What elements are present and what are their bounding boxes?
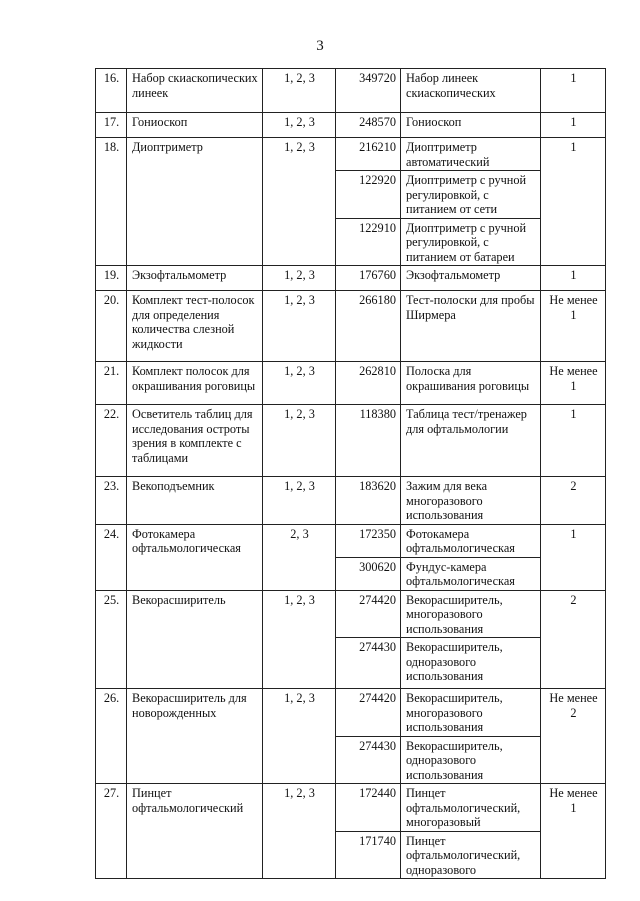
- item-name: Комплект полосок для окрашивания роговицы: [127, 362, 263, 405]
- table-row: [96, 291, 606, 362]
- item-name: Осветитель таблиц для исследования остроты зрения в комплекте с таблицами: [127, 405, 263, 477]
- row-number: 24.: [96, 524, 127, 590]
- nomenclature-name: Диоптриметр с ручной регулировкой, с питанием от сети: [401, 171, 541, 219]
- row-number: 25.: [96, 590, 127, 689]
- nomenclature-code: 183620: [336, 477, 401, 525]
- nomenclature-code: 172440: [336, 784, 401, 832]
- nomenclature-name: Векорасширитель, одноразового использования: [401, 736, 541, 784]
- nomenclature-code: 349720: [336, 69, 401, 113]
- nomenclature-name: Зажим для века многоразового использования: [401, 477, 541, 525]
- category-levels: 1, 2, 3: [263, 405, 336, 477]
- table-row: [96, 69, 606, 113]
- table-row: [96, 113, 606, 138]
- nomenclature-code: 274430: [336, 736, 401, 784]
- nomenclature-name: Векорасширитель, многоразового использования: [401, 689, 541, 737]
- category-levels: 1, 2, 3: [263, 590, 336, 689]
- nomenclature-code: 118380: [336, 405, 401, 477]
- row-number: 18.: [96, 138, 127, 266]
- item-name: Векорасширитель: [127, 590, 263, 689]
- required-quantity: Не менее 1: [541, 362, 606, 405]
- row-number: 23.: [96, 477, 127, 525]
- item-name: Комплект тест-полосок для определения количества слезной жидкости: [127, 291, 263, 362]
- nomenclature-name: Гониоскоп: [401, 113, 541, 138]
- row-number: 17.: [96, 113, 127, 138]
- row-number: 26.: [96, 689, 127, 784]
- table-row: [96, 784, 606, 832]
- row-number: 16.: [96, 69, 127, 113]
- category-levels: 1, 2, 3: [263, 477, 336, 525]
- item-name: Экзофтальмометр: [127, 266, 263, 291]
- nomenclature-code: 171740: [336, 831, 401, 879]
- row-number: 22.: [96, 405, 127, 477]
- nomenclature-code: 216210: [336, 138, 401, 171]
- nomenclature-name: Диоптриметр с ручной регулировкой, с питанием от батареи: [401, 218, 541, 266]
- category-levels: 1, 2, 3: [263, 291, 336, 362]
- nomenclature-name: Набор линеек скиаскопических: [401, 69, 541, 113]
- table-row: [96, 362, 606, 405]
- required-quantity: 2: [541, 590, 606, 689]
- nomenclature-name: Тест-полоски для пробы Ширмера: [401, 291, 541, 362]
- table-row: [96, 477, 606, 525]
- nomenclature-name: Экзофтальмометр: [401, 266, 541, 291]
- category-levels: 1, 2, 3: [263, 362, 336, 405]
- required-quantity: 1: [541, 69, 606, 113]
- item-name: Пинцет офтальмологический: [127, 784, 263, 879]
- required-quantity: 1: [541, 138, 606, 266]
- table-row: [96, 590, 606, 638]
- item-name: Набор скиаскопических линеек: [127, 69, 263, 113]
- nomenclature-name: Векорасширитель, одноразового использования: [401, 638, 541, 689]
- required-quantity: 1: [541, 524, 606, 590]
- category-levels: 1, 2, 3: [263, 113, 336, 138]
- item-name: Диоптриметр: [127, 138, 263, 266]
- nomenclature-name: Фундус-камера офтальмологическая: [401, 557, 541, 590]
- category-levels: 1, 2, 3: [263, 266, 336, 291]
- required-quantity: 2: [541, 477, 606, 525]
- required-quantity: 1: [541, 113, 606, 138]
- nomenclature-code: 262810: [336, 362, 401, 405]
- category-levels: 1, 2, 3: [263, 69, 336, 113]
- row-number: 27.: [96, 784, 127, 879]
- row-number: 19.: [96, 266, 127, 291]
- table-row: [96, 689, 606, 737]
- nomenclature-code: 172350: [336, 524, 401, 557]
- table-row: [96, 138, 606, 171]
- nomenclature-code: 274420: [336, 689, 401, 737]
- item-name: Гониоскоп: [127, 113, 263, 138]
- table-row: [96, 524, 606, 557]
- required-quantity: Не менее 2: [541, 689, 606, 784]
- item-name: Векоподъемник: [127, 477, 263, 525]
- nomenclature-code: 122920: [336, 171, 401, 219]
- required-quantity: Не менее 1: [541, 784, 606, 879]
- nomenclature-name: Пинцет офтальмологический, многоразовый: [401, 784, 541, 832]
- page-number: 3: [316, 38, 324, 54]
- nomenclature-code: 122910: [336, 218, 401, 266]
- nomenclature-code: 266180: [336, 291, 401, 362]
- category-levels: 1, 2, 3: [263, 138, 336, 266]
- nomenclature-code: 176760: [336, 266, 401, 291]
- nomenclature-name: Пинцет офтальмологический, одноразового: [401, 831, 541, 879]
- row-number: 21.: [96, 362, 127, 405]
- required-quantity: 1: [541, 266, 606, 291]
- category-levels: 1, 2, 3: [263, 784, 336, 879]
- required-quantity: 1: [541, 405, 606, 477]
- nomenclature-name: Таблица тест/тренажер для офтальмологии: [401, 405, 541, 477]
- category-levels: 2, 3: [263, 524, 336, 590]
- item-name: Фотокамера офтальмологическая: [127, 524, 263, 590]
- row-number: 20.: [96, 291, 127, 362]
- nomenclature-name: Векорасширитель, многоразового использования: [401, 590, 541, 638]
- nomenclature-code: 248570: [336, 113, 401, 138]
- required-quantity: Не менее 1: [541, 291, 606, 362]
- nomenclature-code: 274420: [336, 590, 401, 638]
- category-levels: 1, 2, 3: [263, 689, 336, 784]
- nomenclature-name: Фотокамера офтальмологическая: [401, 524, 541, 557]
- nomenclature-code: 274430: [336, 638, 401, 689]
- nomenclature-name: Полоска для окрашивания роговицы: [401, 362, 541, 405]
- equipment-table: [95, 68, 606, 879]
- item-name: Векорасширитель для новорожденных: [127, 689, 263, 784]
- table-row: [96, 405, 606, 477]
- table-row: [96, 266, 606, 291]
- nomenclature-code: 300620: [336, 557, 401, 590]
- nomenclature-name: Диоптриметр автоматический: [401, 138, 541, 171]
